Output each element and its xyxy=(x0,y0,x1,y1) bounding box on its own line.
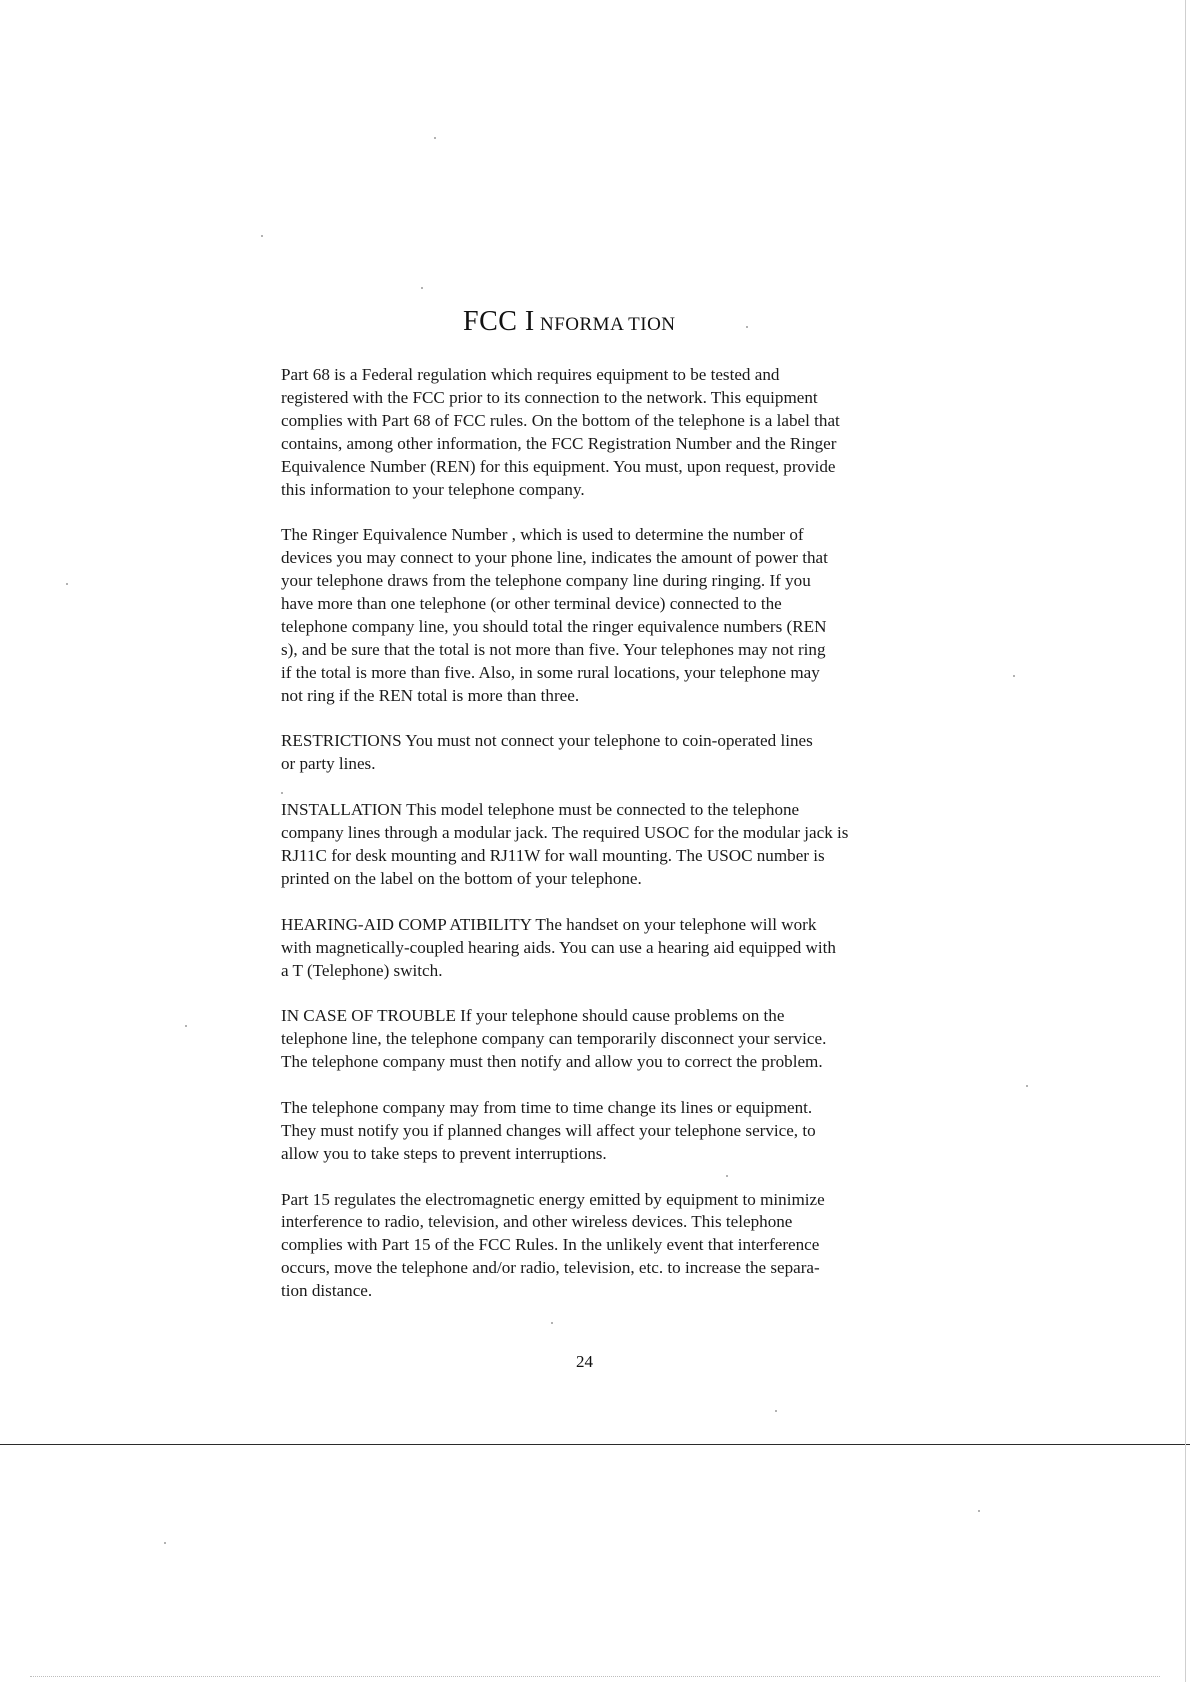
horizontal-rule xyxy=(0,1444,1190,1445)
text-line: company lines through a modular jack. The required USOC for the modular jack is xyxy=(281,823,849,843)
paragraph-trouble xyxy=(281,1005,921,1074)
text-line: telephone line, the telephone company can temporarily disconnect your service. xyxy=(281,1029,827,1049)
scan-speck xyxy=(978,1510,980,1512)
text-line: your telephone draws from the telephone company line during ringing. If you xyxy=(281,571,811,591)
text-line: have more than one telephone (or other terminal device) connected to the xyxy=(281,594,782,614)
text-line: s), and be sure that the total is not more than five. Your telephones may not ring xyxy=(281,639,826,659)
scan-speck xyxy=(1026,1085,1028,1087)
text-line: INSTALLATION This model telephone must be connected to the telephone xyxy=(281,800,800,820)
text-line: registered with the FCC prior to its connection to the network. This equipment xyxy=(281,387,818,407)
page-title xyxy=(463,306,676,338)
text-line: The telephone company must then notify and allow you to correct the problem. xyxy=(281,1052,823,1072)
scan-speck xyxy=(164,1542,166,1544)
text-line: HEARING-AID COMP ATIBILITY The handset on your telephone will work xyxy=(281,914,817,934)
body-text xyxy=(281,364,921,1326)
scan-speck xyxy=(746,326,748,328)
scan-speck xyxy=(726,1175,728,1177)
text-line: allow you to take steps to prevent interruptions. xyxy=(281,1143,607,1163)
scan-speck xyxy=(185,1025,187,1027)
text-line: contains, among other information, the FCC Registration Number and the Ringer xyxy=(281,433,837,453)
scan-speck xyxy=(281,792,283,794)
title-part-2: NFORMA TION xyxy=(534,314,676,335)
text-line: IN CASE OF TROUBLE If your telephone should cause problems on the xyxy=(281,1006,785,1026)
title-part-1: FCC I xyxy=(463,306,535,337)
paragraph-hearing-aid xyxy=(281,914,921,983)
text-line: if the total is more than five. Also, in some rural locations, your telephone may xyxy=(281,662,820,682)
text-line: tion distance. xyxy=(281,1281,373,1301)
scan-edge-line xyxy=(1185,0,1186,1682)
paragraph-installation xyxy=(281,799,921,891)
scan-speck xyxy=(261,235,263,237)
scan-speck xyxy=(66,583,68,585)
text-line: Equivalence Number (REN) for this equipment. You must, upon request, provide xyxy=(281,456,836,476)
text-line: with magnetically-coupled hearing aids. You can use a hearing aid equipped with xyxy=(281,937,836,957)
paragraph-restrictions xyxy=(281,730,921,776)
text-line: a T (Telephone) switch. xyxy=(281,960,443,980)
text-line: Part 68 is a Federal regulation which requires equipment to be tested and xyxy=(281,365,780,384)
scan-speck xyxy=(434,137,436,139)
text-line: They must notify you if planned changes will affect your telephone service, to xyxy=(281,1120,816,1140)
text-line: not ring if the REN total is more than three. xyxy=(281,685,580,705)
scan-speck xyxy=(1013,675,1015,677)
text-line: Part 15 regulates the electromagnetic energy emitted by equipment to minimize xyxy=(281,1189,825,1209)
text-line: complies with Part 15 of the FCC Rules. In the unlikely event that interference xyxy=(281,1235,820,1255)
text-line: or party lines. xyxy=(281,754,376,774)
paragraph-changes xyxy=(281,1097,921,1166)
text-line: printed on the label on the bottom of your telephone. xyxy=(281,868,642,888)
text-line: interference to radio, television, and other wireless devices. This telephone xyxy=(281,1212,793,1232)
paragraph-part15 xyxy=(281,1189,921,1304)
text-line: occurs, move the telephone and/or radio, television, etc. to increase the separa- xyxy=(281,1258,820,1278)
scan-speck xyxy=(775,1410,777,1412)
paragraph-ren xyxy=(281,524,921,707)
text-line: complies with Part 68 of FCC rules. On the bottom of the telephone is a label that xyxy=(281,410,840,430)
scan-bottom-edge xyxy=(30,1676,1160,1677)
paragraph-part68 xyxy=(281,364,921,501)
text-line: The Ringer Equivalence Number , which is used to determine the number of xyxy=(281,525,804,545)
text-line: RESTRICTIONS You must not connect your telephone to coin-operated lines xyxy=(281,731,813,751)
text-line: telephone company line, you should total the ringer equivalence numbers (REN xyxy=(281,616,827,636)
page-number: 24 xyxy=(576,1352,593,1371)
text-line: this information to your telephone company. xyxy=(281,479,585,499)
text-line: devices you may connect to your phone line, indicates the amount of power that xyxy=(281,548,828,568)
scan-speck xyxy=(421,287,423,289)
scan-speck xyxy=(551,1322,553,1324)
text-line: The telephone company may from time to time change its lines or equipment. xyxy=(281,1097,813,1117)
text-line: RJ11C for desk mounting and RJ11W for wall mounting. The USOC number is xyxy=(281,845,825,865)
